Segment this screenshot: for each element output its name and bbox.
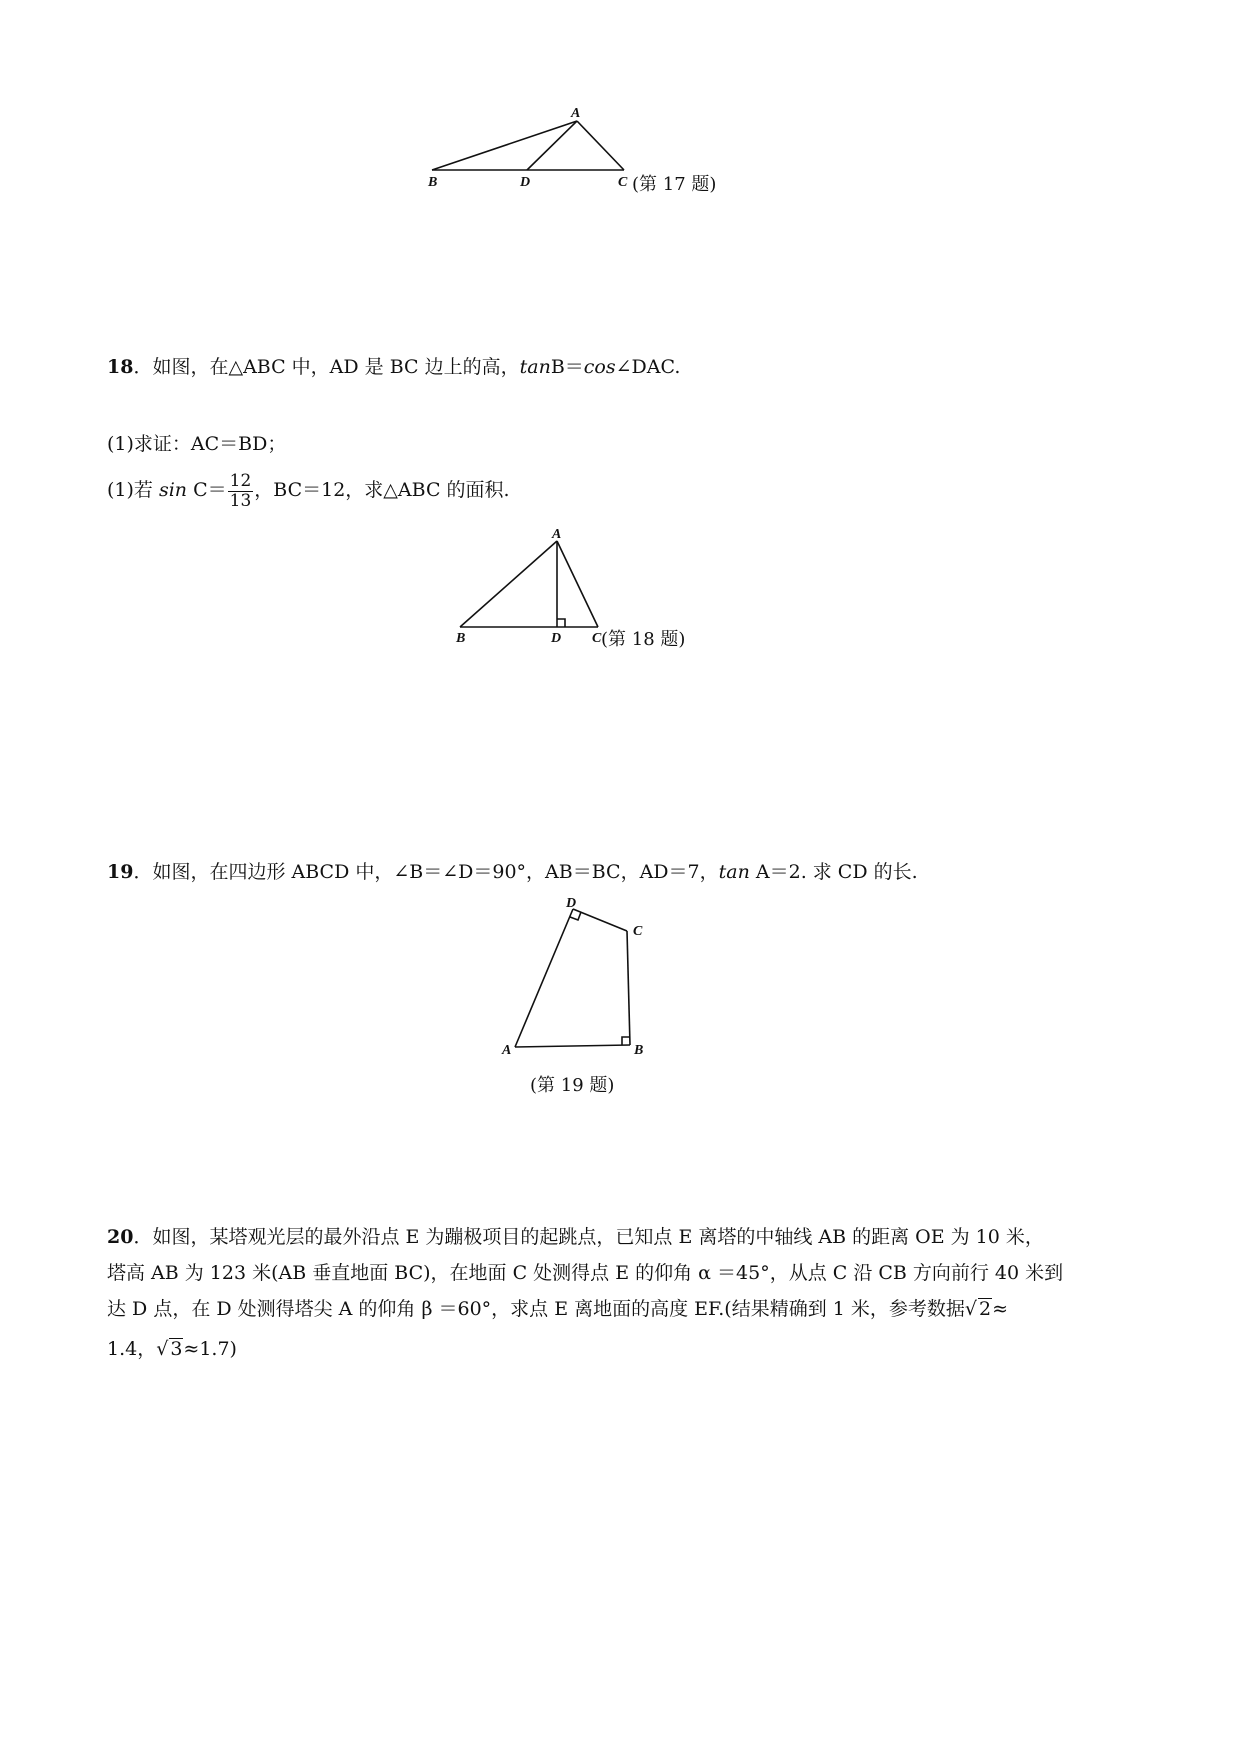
question-20-line-1: [107, 1222, 1044, 1249]
stem-text-a: ．如图，在△ABC 中，AD 是 BC 边上的高，: [133, 356, 520, 378]
part-2-suffix: ，BC＝12，求△ABC 的面积.: [254, 479, 510, 501]
stem-text-c: ∠DAC.: [615, 356, 681, 378]
sqrt-2-radicand: 2: [978, 1298, 992, 1320]
part-2-c: C＝: [187, 479, 227, 501]
segment-cb: [627, 931, 630, 1045]
sqrt-radical-sign: √: [156, 1338, 169, 1360]
figure-17-caption: (第 17 题): [632, 174, 717, 195]
question-20-line-3: [107, 1294, 1008, 1321]
stem-text-b: B＝: [550, 356, 584, 378]
point-label-b: B: [428, 175, 438, 190]
question-20-line-4: [107, 1334, 237, 1361]
point-label-c: C: [633, 924, 643, 939]
fraction-denominator: 13: [229, 490, 252, 511]
stem-text-a: ．如图，在四边形 ABCD 中，∠B＝∠D＝90°，AB＝BC，AD＝7，: [133, 861, 719, 883]
line-1-text: ．如图，某塔观光层的最外沿点 E 为蹦极项目的起跳点，已知点 E 离塔的中轴线 AB 的距离 OE 为 10 米，: [133, 1226, 1044, 1248]
right-angle-marker-b: [622, 1037, 630, 1045]
point-label-d: D: [551, 631, 562, 646]
cos-function: cos: [583, 356, 616, 378]
sin-function: sin: [158, 479, 188, 501]
point-label-d: D: [566, 896, 577, 911]
point-label-a: A: [571, 106, 581, 121]
point-label-c: C: [592, 631, 602, 646]
figure-18-caption: (第 18 题): [601, 629, 686, 650]
figure-19-caption: (第 19 题): [530, 1075, 615, 1096]
tan-function: tan: [519, 356, 551, 378]
point-label-a: A: [552, 527, 562, 542]
sqrt-3-radicand: 3: [170, 1338, 183, 1360]
stem-text-b: A＝2. 求 CD 的长.: [749, 861, 918, 883]
question-number: 19: [107, 861, 134, 883]
point-label-b: B: [456, 631, 466, 646]
segment-ad: [515, 909, 573, 1047]
segment-ab: [515, 1045, 630, 1047]
point-label-d: D: [520, 175, 531, 190]
point-label-c: C: [618, 175, 628, 190]
part-2-prefix: (1)若: [107, 479, 159, 501]
approx-sign: ≈: [992, 1298, 1008, 1320]
tan-function: tan: [718, 861, 750, 883]
question-number: 20: [107, 1226, 134, 1248]
point-label-b: B: [634, 1043, 644, 1058]
question-20-line-2: 塔高 AB 为 123 米(AB 垂直地面 BC)，在地面 C 处测得点 E 的仰角 α ＝45°，从点 C 沿 CB 方向前行 40 米到: [107, 1262, 1064, 1284]
line-3-text: 达 D 点，在 D 处测得塔尖 A 的仰角 β ＝60°，求点 E 离地面的高度 EF.(结果精确到 1 米，参考数据: [107, 1298, 965, 1320]
line-4-suffix: ≈1.7): [183, 1338, 237, 1360]
question-number: 18: [107, 356, 134, 378]
line-4-text: 1.4，: [107, 1338, 157, 1360]
sqrt-radical-sign: √: [964, 1298, 977, 1320]
fraction-numerator: 12: [229, 470, 252, 491]
point-label-a: A: [502, 1043, 512, 1058]
question-18-part-1: (1)求证：AC＝BD；: [107, 433, 287, 455]
